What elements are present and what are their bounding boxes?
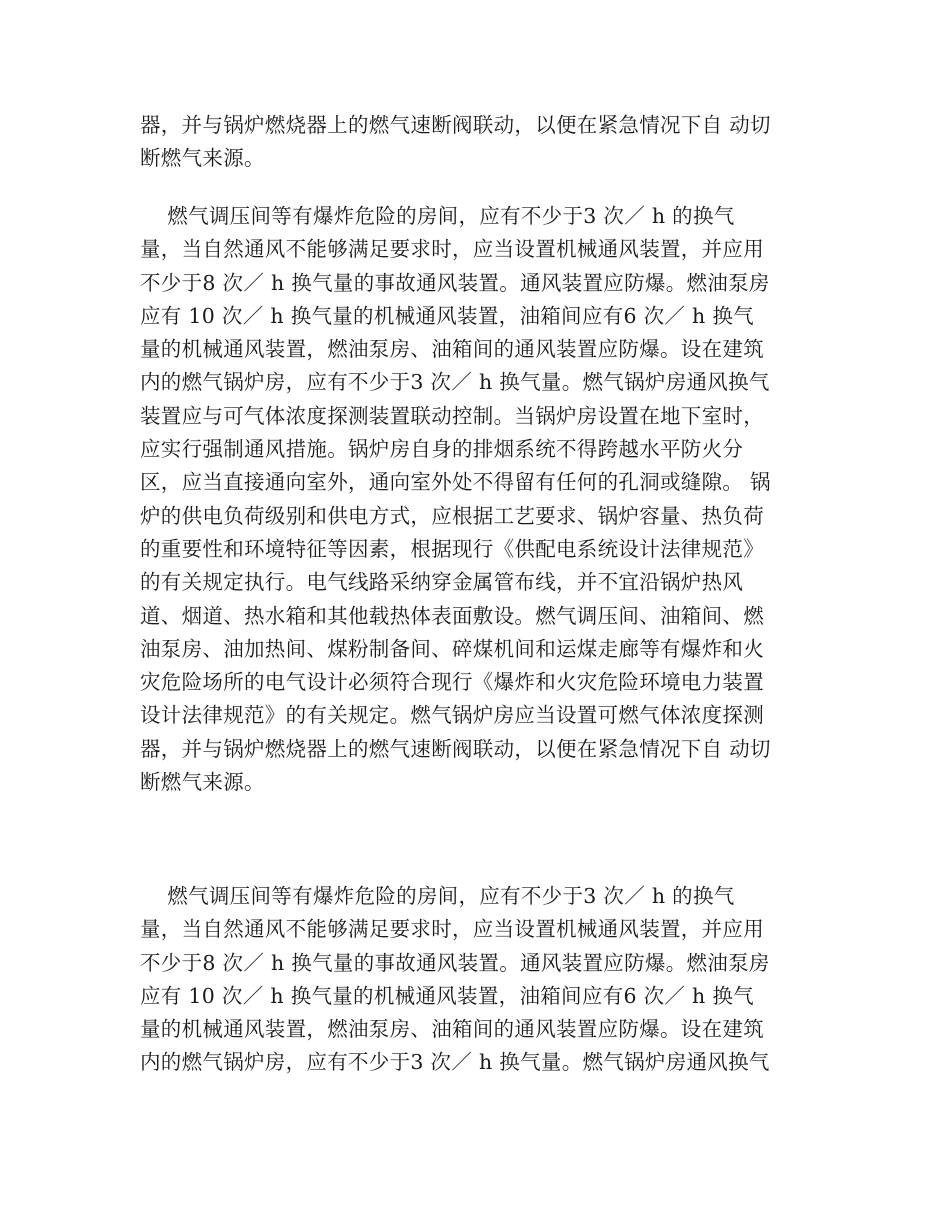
text-line: 不少于8 次／ h 换气量的事故通风装置。通风装置应防爆。燃油泵房 [140, 270, 770, 295]
text-line: 装置应与可气体浓度探测装置联动控制。当锅炉房设置在地下室时， [140, 403, 764, 428]
text-line: 断燃气来源。 [140, 770, 265, 795]
text-line: 燃气调压间等有爆炸危险的房间，应有不少于3 次／ h 的换气 [140, 884, 735, 908]
paragraph-3 [140, 880, 810, 1080]
text-line: 炉的供电负荷级别和供电方式，应根据工艺要求、锅炉容量、热负荷 [140, 503, 764, 528]
paragraph-1 [140, 109, 810, 176]
text-line: 内的燃气锅炉房，应有不少于3 次／ h 换气量。燃气锅炉房通风换气 [140, 1050, 770, 1075]
text-line: 应有 10 次／ h 换气量的机械通风装置，油箱间应有6 次／ h 换气 [140, 303, 754, 328]
text-line: 油泵房、油加热间、煤粉制备间、碎煤机间和运煤走廊等有爆炸和火 [140, 636, 764, 661]
text-line: 的有关规定执行。电气线路采纳穿金属管布线，并不宜沿锅炉热风 [140, 570, 744, 595]
text-line: 灾危险场所的电气设计必须符合现行《爆炸和火灾危险环境电力装置 [140, 670, 764, 695]
paragraph-2 [140, 200, 810, 799]
text-line: 不少于8 次／ h 换气量的事故通风装置。通风装置应防爆。燃油泵房 [140, 950, 770, 975]
text-line: 断燃气来源。 [140, 146, 265, 171]
text-line: 内的燃气锅炉房，应有不少于3 次／ h 换气量。燃气锅炉房通风换气 [140, 370, 770, 395]
text-line: 器，并与锅炉燃烧器上的燃气速断阀联动，以便在紧急情况下自 动切 [140, 113, 771, 137]
text-line: 应有 10 次／ h 换气量的机械通风装置，油箱间应有6 次／ h 换气 [140, 983, 754, 1008]
text-line: 器，并与锅炉燃烧器上的燃气速断阀联动，以便在紧急情况下自 动切 [140, 736, 771, 761]
text-line: 设计法律规范》的有关规定。燃气锅炉房应当设置可燃气体浓度探测 [140, 703, 764, 728]
text-line: 应实行强制通风措施。锅炉房自身的排烟系统不得跨越水平防火分 [140, 437, 744, 462]
text-line: 区，应当直接通向室外，通向室外处不得留有任何的孔洞或缝隙。 锅 [140, 470, 771, 495]
text-line: 量，当自然通风不能够满足要求时，应当设置机械通风装置，并应用 [140, 237, 764, 262]
text-line: 道、烟道、热水箱和其他载热体表面敷设。燃气调压间、油箱间、燃 [140, 603, 764, 628]
text-line: 的重要性和环境特征等因素，根据现行《供配电系统设计法律规范》 [140, 536, 764, 561]
text-line: 燃气调压间等有爆炸危险的房间，应有不少于3 次／ h 的换气 [140, 204, 735, 228]
text-line: 量的机械通风装置，燃油泵房、油箱间的通风装置应防爆。设在建筑 [140, 1017, 764, 1042]
text-line: 量，当自然通风不能够满足要求时，应当设置机械通风装置，并应用 [140, 917, 764, 942]
text-line: 量的机械通风装置，燃油泵房、油箱间的通风装置应防爆。设在建筑 [140, 337, 764, 362]
